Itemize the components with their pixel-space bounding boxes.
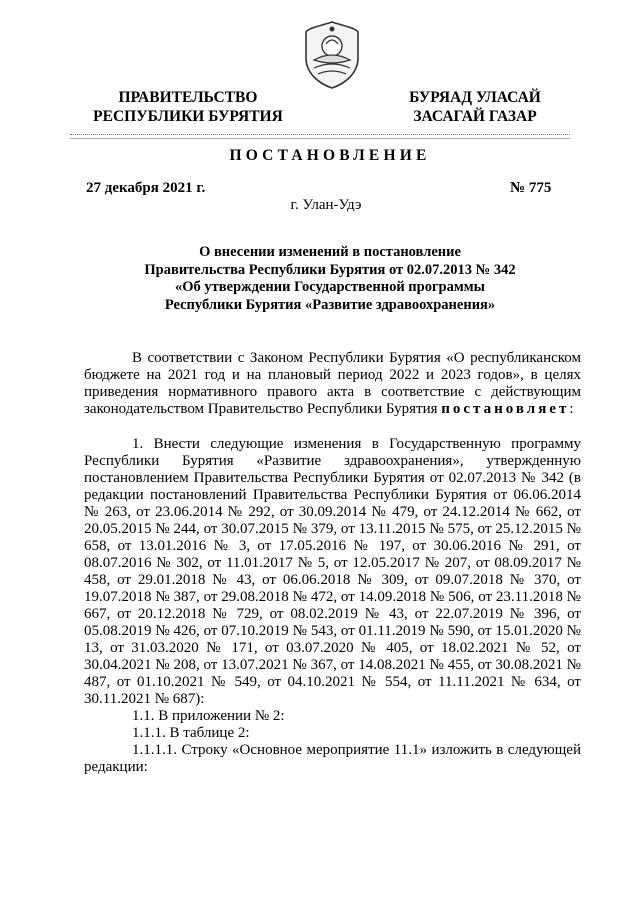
document-title: ПОСТАНОВЛЕНИЕ bbox=[229, 147, 431, 164]
clause-1-1-1-1: 1.1.1.1. Строку «Основное мероприятие 11.1» изложить в следующей редакции: bbox=[84, 742, 581, 775]
subject-line2: Правительства Республики Бурятия от 02.07.2013 № 342 bbox=[144, 261, 516, 278]
preamble-paragraph bbox=[84, 350, 581, 418]
document-city: г. Улан-Удэ bbox=[290, 197, 362, 213]
header-left-line1: ПРАВИТЕЛЬСТВО bbox=[118, 89, 258, 106]
document-subject bbox=[120, 244, 540, 314]
header-right-line2: ЗАСАГАЙ ГАЗАР bbox=[413, 108, 537, 125]
header-left-line2: РЕСПУБЛИКИ БУРЯТИЯ bbox=[93, 108, 283, 125]
decree-keyword: постановляет bbox=[441, 401, 570, 417]
decree-body bbox=[84, 436, 581, 776]
clause-1-1: 1.1. В приложении № 2: bbox=[132, 708, 285, 724]
coat-of-arms-icon bbox=[300, 20, 364, 90]
header-divider bbox=[70, 134, 570, 135]
document-number: № 775 bbox=[510, 180, 552, 196]
header-divider-second bbox=[70, 138, 570, 139]
document-date: 27 декабря 2021 г. bbox=[86, 180, 206, 196]
subject-line3: «Об утверждении Государственной программы bbox=[175, 279, 485, 295]
subject-line1: О внесении изменений в постановление bbox=[199, 244, 461, 260]
header-right-line1: БУРЯАД УЛАСАЙ bbox=[409, 89, 541, 106]
preamble-text: В соответствии с Законом Республики Бурятия «О республиканском бюджете на 2021 год и на плановый период 2022 и 2023 годов», в целях приведения нормативного правого акта в соответствие с действующим законодательством Правительство Республики Бурятия bbox=[84, 350, 581, 417]
government-name-bua bbox=[390, 88, 560, 126]
government-name-ru bbox=[78, 88, 298, 126]
clause-1: 1. Внести следующие изменения в Государственную программу Республики Бурятия «Развитие здравоохранения», утвержденную постановлением Правительства Республики Бурятия от 02.07.2013 № 342 (в редакции постановлений Правительства Республики Бурятия от 06.06.2014 № 263, от 23.06.2014 № 292, от 30.09.2014 № 479, от 24.12.2014 № 662, от 20.05.2015 № 244, от 30.07.2015 № 379, от 13.11.2015 № 575, от 25.12.2015 № 658, от 13.01.2016 № 3, от 17.05.2016 № 197, от 30.06.2016 № 291, от 08.07.2016 № 302, от 11.01.2017 № 5, от 12.05.2017 № 207, от 08.09.2017 № 458, от 29.01.2018 № 43, от 06.06.2018 № 309, от 09.07.2018 № 370, от 19.07.2018 № 387, от 29.08.2018 № 472, от 14.09.2018 № 506, от 23.11.2018 № 667, от 20.12.2018 № 729, от 08.02.2019 № 43, от 22.07.2019 № 396, от 05.08.2019 № 426, от 07.10.2019 № 543, от 01.11.2019 № 590, от 15.01.2020 № 13, от 31.03.2020 № 171, от 03.07.2020 № 405, от 18.02.2021 № 52, от 30.04.2021 № 208, от 13.07.2021 № 367, от 14.08.2021 № 455, от 30.08.2021 № 487, от 01.10.2021 № 549, от 04.10.2021 № 554, от 11.11.2021 № 634, от 30.11.2021 № 687): bbox=[84, 436, 581, 707]
preamble-end: : bbox=[569, 401, 574, 417]
subject-line4: Республики Бурятия «Развитие здравоохранения» bbox=[164, 296, 496, 313]
clause-1-1-1: 1.1.1. В таблице 2: bbox=[132, 725, 250, 741]
